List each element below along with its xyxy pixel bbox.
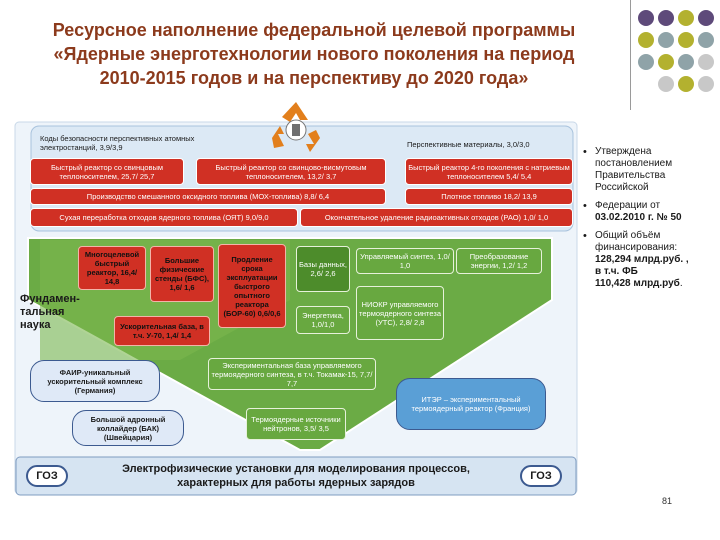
fair-box: ФАИР-уникальный ускорительный комплекс (Германия) — [30, 360, 160, 402]
bottom-line-2: характерных для работы ядерных зарядов — [177, 477, 415, 489]
bullet-item — [583, 146, 715, 194]
bullet-bold-text: 128,294 млрд.руб. , — [595, 254, 689, 265]
bottom-line-1: Электрофизические установки для моделирования процессов, — [122, 463, 470, 475]
dry-processing-box: Сухая переработка отходов ядерного топлива (ОЯТ) 9,0/9,0 — [30, 208, 298, 227]
bottom-caption — [76, 462, 516, 490]
experimental-base-box: Экспериментальная база управляемого термоядерного синтеза, в т.ч. Токамак-15, 7,7/ 7,7 — [208, 358, 376, 390]
bullet-text: . — [679, 278, 683, 289]
niokr-box: НИОКР управляемого термоядерного синтеза (УТС), 2,8/ 2,8 — [356, 286, 444, 340]
title-line-3: 2010-2015 годов и на перспективу до 2020 года» — [99, 68, 529, 88]
recycle-icon — [262, 98, 330, 154]
bullet-bold-text: 03.02.2010 г. № 50 — [595, 212, 682, 223]
mox-fuel-box: Производство смешанного оксидного топлива (МОХ-топлива) 8,8/ 6,4 — [30, 188, 386, 205]
goz-left-badge: ГОЗ — [26, 465, 68, 487]
bullet-item — [583, 200, 715, 224]
bullet-text: Федерации от — [595, 200, 661, 211]
fundamental-science-label: Фундамен-тальная наука — [20, 292, 80, 331]
sodium-reactor-box: Быстрый реактор 4-го поколения с натриевым теплоносителем 5,4/ 5,4 — [405, 158, 573, 185]
page-number: 81 — [662, 496, 673, 506]
bor60-box: Продление срока эксплуатации быстрого опытного реактора (БОР-60) 0,6/0,6 — [218, 244, 286, 328]
safety-codes-box: Коды безопасности перспективных атомных электростанций, 3,9/3,9 — [40, 134, 195, 152]
bismuth-reactor-box: Быстрый реактор со свинцово-висмутовым теплоносителем, 13,2/ 3,7 — [196, 158, 386, 185]
energy-box: Энергетика, 1,0/1,0 — [296, 306, 350, 334]
lead-reactor-box: Быстрый реактор со свинцовым теплоносителем, 25,7/ 25,7 — [30, 158, 184, 185]
controlled-fusion-box: Управляемый синтез, 1,0/ 1,0 — [356, 248, 454, 274]
bullet-text: Утверждена постановлением Правительства Российской — [595, 146, 673, 193]
title-line-2: «Ядерные энерготехнологии нового поколения на период — [53, 44, 575, 64]
bak-box: Большой адронный коллайдер (БАК) (Швейцария) — [72, 410, 184, 446]
accelerator-base-box: Ускорительная база, в т.ч. У-70, 1,4/ 1,4 — [114, 316, 210, 346]
bullet-list — [583, 146, 715, 296]
materials-box: Перспективные материалы, 3,0/3,0 — [407, 139, 530, 149]
bfs-box: Большие физические стенды (БФС), 1,6/ 1,6 — [150, 246, 214, 302]
title-line-1: Ресурсное наполнение федеральной целевой программы — [52, 20, 576, 40]
multipurpose-reactor-box: Многоцелевой быстрый реактор, 16,4/ 14,8 — [78, 246, 146, 290]
fusion-sources-box: Термоядерные источники нейтронов, 3,5/ 3,5 — [246, 408, 346, 440]
final-disposal-box: Окончательное удаление радиоактивных отходов (РАО) 1,0/ 1,0 — [300, 208, 573, 227]
bullet-bold-text: в т.ч. ФБ — [595, 266, 638, 277]
databases-box: Базы данных, 2,6/ 2,6 — [296, 246, 350, 292]
bullet-text: Общий объём финансирования: — [595, 230, 678, 253]
bullet-item — [583, 230, 715, 290]
goz-right-badge: ГОЗ — [520, 465, 562, 487]
iter-box: ИТЭР – экспериментальный термоядерный реактор (Франция) — [396, 378, 546, 430]
energy-conversion-box: Преобразование энергии, 1,2/ 1,2 — [456, 248, 542, 274]
dense-fuel-box: Плотное топливо 18,2/ 13,9 — [405, 188, 573, 205]
bullet-bold-text: 110,428 млрд.руб — [595, 278, 680, 289]
